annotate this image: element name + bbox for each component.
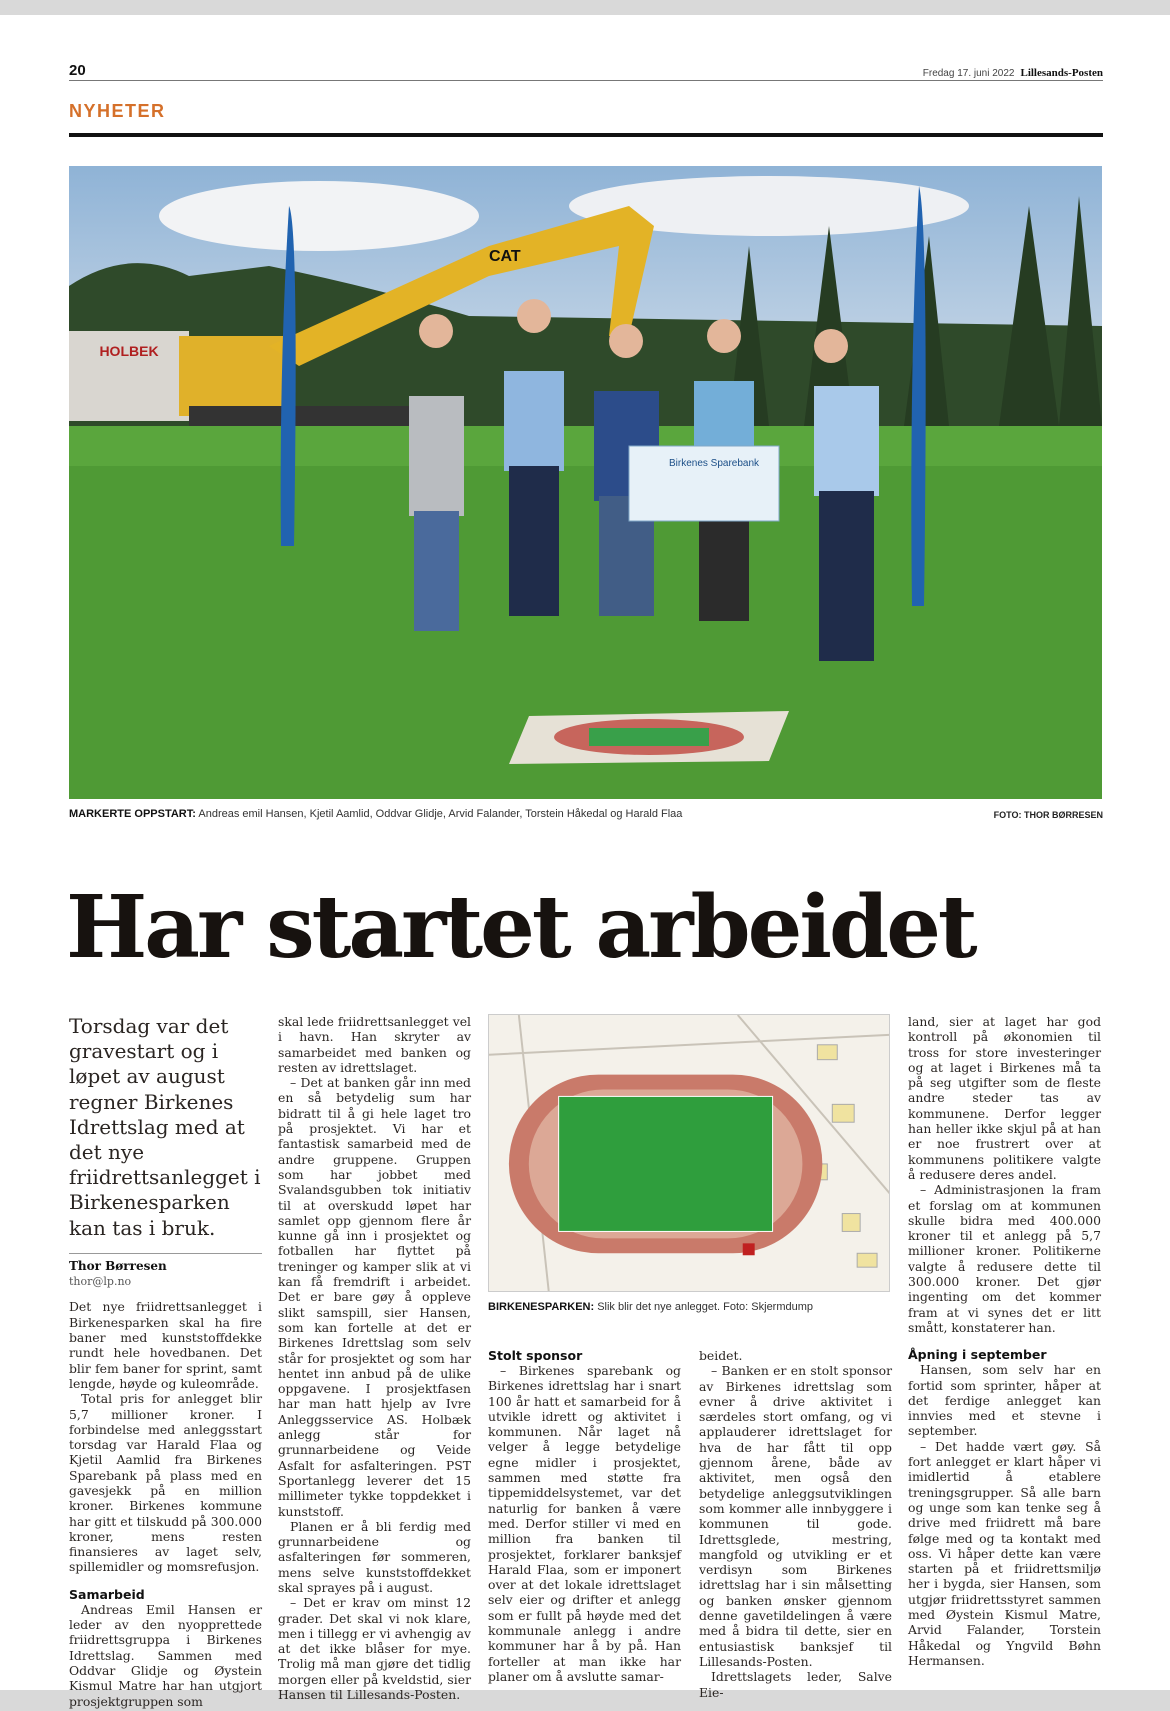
subheading: Åpning i september (908, 1347, 1047, 1363)
header-rule (69, 80, 1103, 81)
caption-label: MARKERTE OPPSTART: (69, 808, 196, 820)
paragraph: – Birkenes sparebank og Birkenes idrettslag har i snart 100 år hatt et samarbeid for å utvikle idrett og aktivitet i kommunen. Når laget nå velger å legge betydelige egne midler i prosjektet, sammen med støtte fra tippemiddelsystemet, var det naturlig for banken å være med. Derfor stiller vi med en million fra banken til prosjektet, forklarer banksjef Harald Flaa, som er imponert over at det lokale idrettslaget selv eier og drifter et anlegg som er fullt på høyde med det kommunale anlegg i andre kommuner har å by på. Han forteller at man ikke har planer om å avslutte samar- (488, 1363, 681, 1684)
byline-name: Thor Børresen (69, 1258, 167, 1273)
article-photo (69, 166, 1102, 799)
paragraph: land, sier at laget har god kontroll på økonomien til tross for store investeringer og at laget i Birkenes må ta på seg utgifter som de fleste andre steder tas av kommunene. Derfor legger han heller ikke skjul på at han er noe frustrert over at kommunens politikere valgte å redusere deres andel. (908, 1014, 1101, 1182)
paragraph: – Banken er en stolt sponsor av Birkenes idrettslag som evner å drive aktivitet i særdeles stort omfang, og vi applauderer idrettslaget for hva de har fått til opp gjennom årene, både av aktivitet, men også den betydelige anleggsutviklingen som kommer alle innbyggere i kommunen til gode. Idrettsglede, mestring, mangfold og utvikling er et verdisyn som Birkenes idrettslag har i sin målsetting og banken ønsker gjennom denne gavetildelingen å være med å bidra til dette, sier en entusiastisk banksjef til Lillesands-Posten. (699, 1363, 892, 1669)
subheading: Samarbeid (69, 1586, 145, 1602)
column-2 (278, 1014, 471, 1702)
paragraph: Total pris for anlegget blir 5,7 millioner kroner. I forbindelse med anleggsstart torsdag var Harald Flaa og Kjetil Aamlid fra Birkenes Sparebank på plass med en gavesjekk på en million kroner. Birkenes kommune har gitt et tilskudd på 300.000 kroner, mens resten finansieres av laget selv, spillemidler og momsrefusjon. (69, 1391, 262, 1575)
map-caption-text: Slik blir det nye anlegget. Foto: Skjermdump (594, 1301, 814, 1313)
column-1 (69, 1014, 262, 1709)
caption-text: Andreas emil Hansen, Kjetil Aamlid, Oddvar Glidje, Arvid Falander, Torstein Håkedal og Harald Flaa (195, 808, 683, 820)
issue-date: Fredag 17. juni 2022 (922, 68, 1015, 79)
column-3 (488, 1348, 681, 1684)
headline: Har startet arbeidet (66, 877, 975, 978)
paragraph: Det nye friidrettsanlegget i Birkenesparken skal ha fire baner med kunststoffdekke rundt hele hovedbanen. Det blir fem baner for sprint, samt lengde, høyde og kuleområde. (69, 1299, 262, 1391)
newspaper-logo: Lillesands-Posten (1020, 67, 1103, 79)
cheque-bank: Birkenes Sparebank (669, 458, 760, 469)
lede: Torsdag var det gravestart og i løpet av august regner Birkenes Idrettslag med at det nye friidrettsanlegget i Birkenesparken kan tas i bruk. (69, 1014, 262, 1254)
paragraph: Idrettslagets leder, Salve Eie- (699, 1669, 892, 1700)
photo-credit: FOTO: THOR BØRRESEN (993, 810, 1103, 820)
section-label: NYHETER (69, 101, 166, 121)
section-rule (69, 133, 1103, 137)
byline-email[interactable]: thor@lp.no (69, 1275, 132, 1289)
truck-sign: HOLBEK (99, 343, 159, 359)
site-plan-image (488, 1014, 890, 1292)
column-5 (908, 1014, 1101, 1668)
paragraph: skal lede friidrettsanlegget vel i havn. Han skryter av samarbeidet med banken og resten av idrettslaget. (278, 1014, 471, 1075)
map-caption-label: BIRKENESPARKEN: (488, 1301, 595, 1313)
paragraph: – Det er krav om minst 12 grader. Det skal vi nok klare, men i tillegg er vi avhengig av at det ikke blåser for mye. Trolig må man gjøre det tidlig morgen eller på kveldstid, sier Hansen til Lillesands-Posten. (278, 1595, 471, 1703)
paragraph: Andreas Emil Hansen er leder av den nyopprettede friidrettsgruppa i Birkenes Idrettslag. Sammen med Oddvar Glidje og Øystein Kismul Matre har han utgjort prosjektgruppen som (69, 1601, 262, 1709)
map-caption (488, 1301, 890, 1313)
paragraph: beidet. (699, 1348, 743, 1363)
subheading: Stolt sponsor (488, 1348, 583, 1363)
paragraph: – Det at banken går inn med en så betydelig sum har bidratt til å gi hele laget tro på prosjektet. Vi har et fantastisk samarbeid med de andre gruppene. Gruppen som har jobbet med Svalandsgubben tok initiativ til at overskudd løpet har samlet opp gjennom flere år kunne gå inn i prosjektet og fotballen har flyttet på treninger og kamper slik at vi kan få fremdrift i arbeidet. Det er bare gøy å oppleve slikt samspill, sier Hansen, som kan fortelle at det er Birkenes Idrettslag som selv står for prosjektet og som har hentet inn anbud på de ulike oppgavene. I prosjektfasen har man hatt hjelp av Ivre Anleggsservice AS. Holbæk anlegg står for grunnarbeidene og Veide Asfalt for asfalteringen. PST Sportanlegg leverer det 15 millimeter tykke toppdekket i kunststoff. (278, 1075, 471, 1519)
dateline (923, 67, 1103, 79)
page-number: 20 (69, 62, 86, 79)
paragraph: Hansen, som selv har en fortid som sprinter, håper at det ferdige anlegget kan innvies med et stevne i september. (908, 1362, 1101, 1439)
paragraph: Planen er å bli ferdig med grunnarbeidene og asfalteringen før sommeren, mens selve kunststoffdekket skal sprayes på i august. (278, 1518, 471, 1595)
paragraph: – Det hadde vært gøy. Så fort anlegget er klart håper vi imidlertid å etablere treningsgrupper. Så alle barn og unge som kan tenke seg å drive med friidrett må bare følge med og ta kontakt med oss. Vi håper dette kan være starten på et friidrettsmiljø her i bygda, sier Hansen, som utgjør friidrettsstyret sammen med Øystein Kismul Matre, Arvid Falander, Torstein Håkedal og Yngvild Bøhn Hermansen. (908, 1438, 1101, 1668)
photo-caption (69, 808, 1103, 820)
paragraph: – Administrasjonen la fram et forslag om at kommunen skulle bidra med 400.000 kroner til et anlegg på 5,7 millioner kroner. Politikerne valgte å redusere dette til 300.000 kroner. Det gjør ingenting om det kommer fram at vi synes det er litt smått, konstaterer han. (908, 1182, 1101, 1335)
newspaper-page (0, 15, 1170, 1709)
column-4 (699, 1348, 892, 1700)
machine-brand: CAT (489, 248, 521, 265)
